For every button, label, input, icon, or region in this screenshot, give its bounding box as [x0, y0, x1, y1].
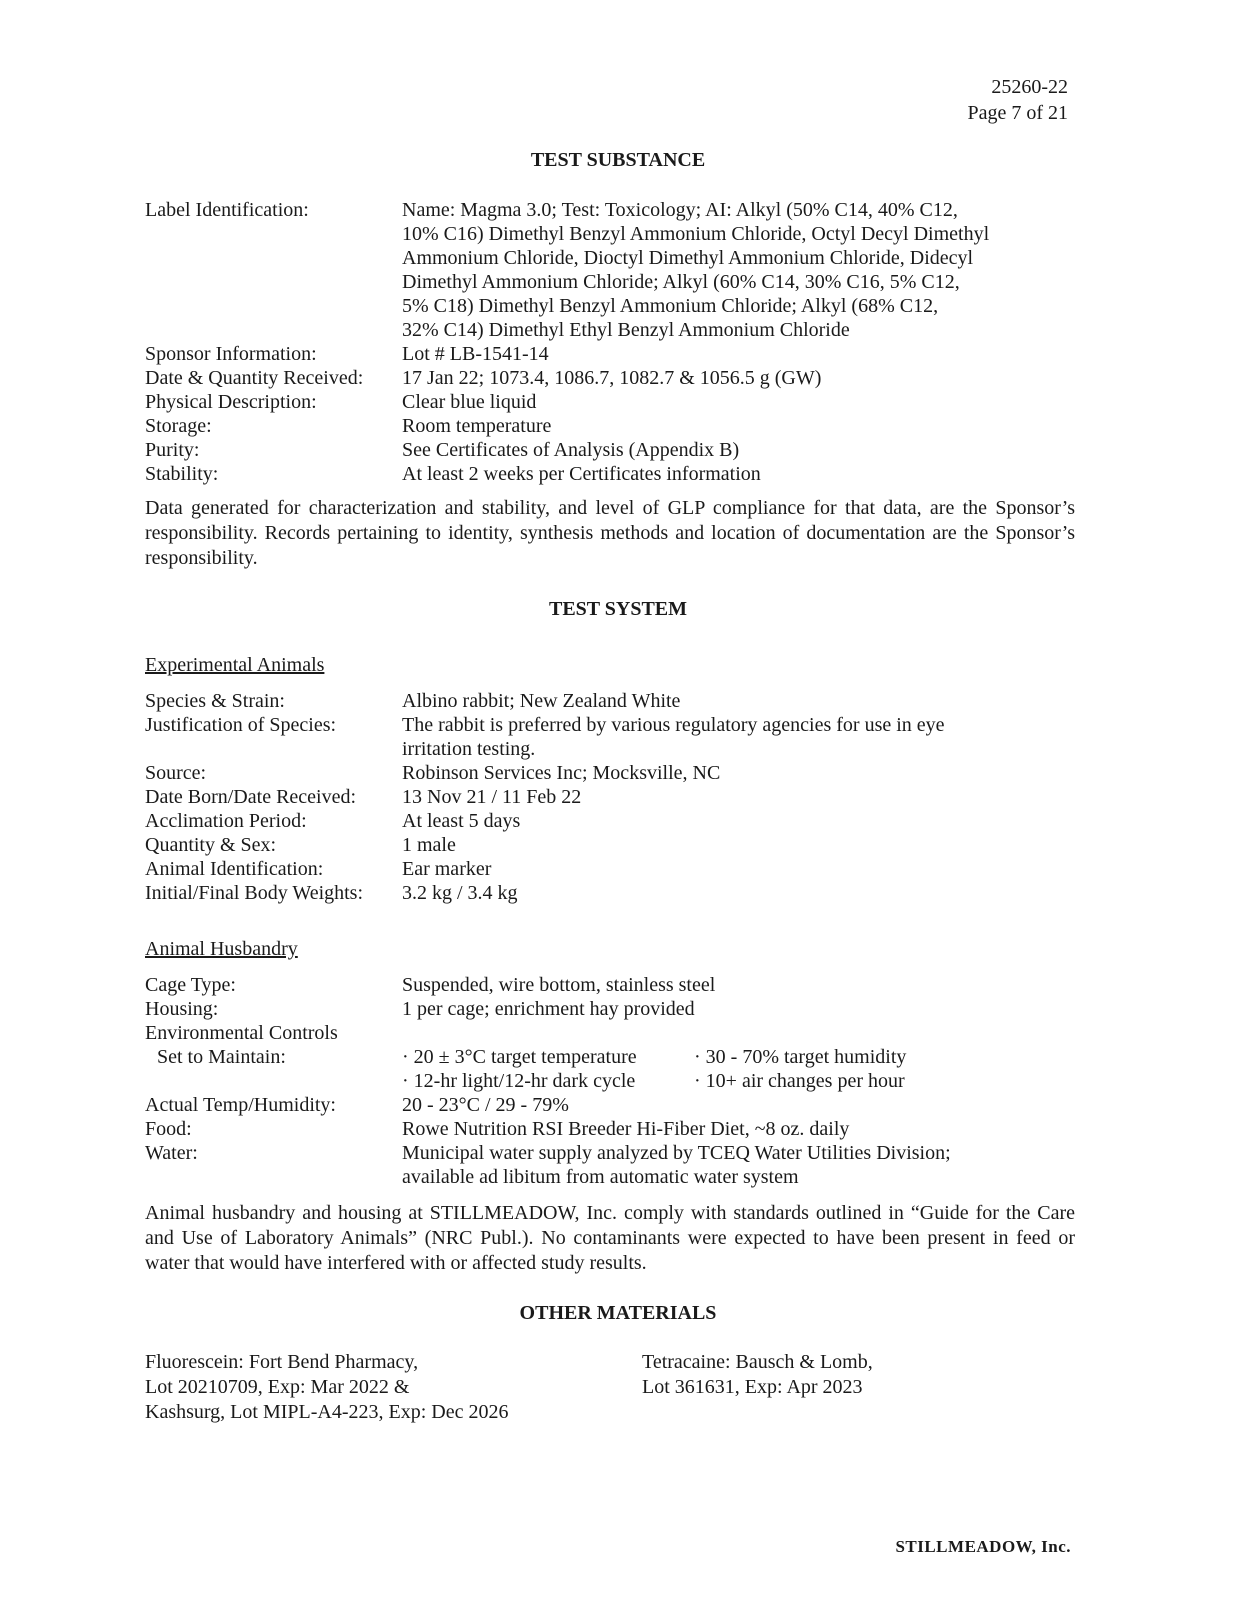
acclimation-row: [145, 809, 1075, 833]
experimental-animals-heading: Experimental Animals: [145, 654, 325, 676]
species-strain-row: [145, 689, 1075, 713]
row-value: See Certificates of Analysis (Appendix B): [402, 439, 740, 461]
row-value: 3.2 kg / 3.4 kg: [402, 882, 518, 904]
row-value: 13 Nov 21 / 11 Feb 22: [402, 786, 582, 808]
value-line: Municipal water supply analyzed by TCEQ Water Utilities Division;: [402, 1142, 951, 1164]
physical-description-row: [145, 390, 1075, 414]
value-line: Name: Magma 3.0; Test: Toxicology; AI: Alkyl (50% C14, 40% C12,: [402, 199, 958, 221]
value-line: Ammonium Chloride, Dioctyl Dimethyl Ammonium Chloride, Didecyl: [402, 247, 974, 269]
env-items: [402, 1045, 1075, 1093]
document-number: 25260-22: [991, 76, 1068, 98]
material-line: Tetracaine: Bausch & Lomb,: [642, 1351, 873, 1373]
cage-type-row: [145, 973, 1075, 997]
stability-row: [145, 462, 1075, 486]
actual-temp-humidity-row: [145, 1093, 1075, 1117]
row-value: Albino rabbit; New Zealand White: [402, 690, 681, 712]
row-label: Stability:: [145, 463, 219, 485]
purity-row: [145, 438, 1075, 462]
row-label: Environmental Controls: [145, 1022, 338, 1044]
row-label: Date & Quantity Received:: [145, 367, 364, 389]
row-value: 1 per cage; enrichment hay provided: [402, 998, 695, 1020]
value-line: 10% C16) Dimethyl Benzyl Ammonium Chloride, Octyl Decyl Dimethyl: [402, 223, 990, 245]
water-row: [145, 1141, 1075, 1189]
row-value: 20 - 23°C / 29 - 79%: [402, 1094, 569, 1116]
row-value: Robinson Services Inc; Mocksville, NC: [402, 762, 721, 784]
page-number: Page 7 of 21: [967, 102, 1068, 124]
tetracaine-entry: [642, 1350, 873, 1400]
sponsor-responsibility-paragraph: Data generated for characterization and stability, and level of GLP compliance for that data, are the Sponsor’s responsibility. Records pertaining to identity, synthesis methods and location of documentation are the Sponsor’s responsibility.: [145, 497, 1075, 569]
value-line: irritation testing.: [402, 738, 536, 760]
environmental-controls-row: [145, 1021, 1075, 1045]
env-item: · 20 ± 3°C target temperature: [402, 1046, 637, 1068]
fluorescein-entry: [145, 1350, 508, 1425]
env-item: · 10+ air changes per hour: [694, 1070, 905, 1092]
row-label: Acclimation Period:: [145, 810, 307, 832]
housing-row: [145, 997, 1075, 1021]
set-to-maintain-row: [145, 1045, 1075, 1093]
material-line: Lot 20210709, Exp: Mar 2022 &: [145, 1376, 410, 1398]
row-label: Water:: [145, 1142, 198, 1164]
value-line: available ad libitum from automatic water system: [402, 1166, 799, 1188]
row-label: Initial/Final Body Weights:: [145, 882, 364, 904]
row-value-empty: [402, 1021, 1075, 1045]
env-item-row: [402, 1069, 1075, 1093]
animal-husbandry-list: [145, 973, 1075, 1189]
value-line: 5% C18) Dimethyl Benzyl Ammonium Chloride; Alkyl (68% C12,: [402, 295, 939, 317]
experimental-animals-list: [145, 689, 1075, 905]
value-line: The rabbit is preferred by various regulatory agencies for use in eye: [402, 714, 945, 736]
row-label: Sponsor Information:: [145, 343, 317, 365]
other-materials-title: OTHER MATERIALS: [519, 1302, 717, 1324]
row-label: Animal Identification:: [145, 858, 324, 880]
row-value: Room temperature: [402, 415, 552, 437]
row-value: Ear marker: [402, 858, 492, 880]
row-value: At least 5 days: [402, 810, 521, 832]
storage-row: [145, 414, 1075, 438]
row-label: Food:: [145, 1118, 192, 1140]
value-line: 32% C14) Dimethyl Ethyl Benzyl Ammonium Chloride: [402, 319, 850, 341]
row-label: Source:: [145, 762, 207, 784]
row-label: Justification of Species:: [145, 714, 337, 736]
row-value: [402, 198, 1075, 342]
label-identification-row: [145, 198, 1075, 342]
animal-husbandry-heading: Animal Husbandry: [145, 938, 298, 960]
test-system-title: TEST SYSTEM: [548, 598, 688, 620]
row-label: Purity:: [145, 439, 200, 461]
row-label: Housing:: [145, 998, 219, 1020]
material-line: Kashsurg, Lot MIPL-A4-223, Exp: Dec 2026: [145, 1401, 509, 1423]
justification-row: [145, 713, 1075, 761]
quantity-sex-row: [145, 833, 1075, 857]
row-label: Species & Strain:: [145, 690, 285, 712]
husbandry-compliance-paragraph: Animal husbandry and housing at STILLMEADOW, Inc. comply with standards outlined in “Guide for the Care and Use of Laboratory Animals” (NRC Publ.). No contaminants were expected to have been present in feed or water that would have interfered with or affected study results.: [145, 1202, 1075, 1274]
row-label: Label Identification:: [145, 199, 309, 221]
test-substance-list: [145, 198, 1075, 486]
row-value: Clear blue liquid: [402, 391, 537, 413]
page-header: [967, 74, 1068, 126]
row-label: Actual Temp/Humidity:: [145, 1094, 336, 1116]
row-value: Lot # LB-1541-14: [402, 343, 549, 365]
animal-identification-row: [145, 857, 1075, 881]
env-item: · 12-hr light/12-hr dark cycle: [402, 1070, 636, 1092]
food-row: [145, 1117, 1075, 1141]
body-weights-row: [145, 881, 1075, 905]
row-value: At least 2 weeks per Certificates information: [402, 463, 761, 485]
value-line: Dimethyl Ammonium Chloride; Alkyl (60% C14, 30% C16, 5% C12,: [402, 271, 960, 293]
test-substance-title: TEST SUBSTANCE: [530, 149, 706, 171]
company-footer: STILLMEADOW, Inc.: [895, 1537, 1071, 1556]
row-label: Set to Maintain:: [157, 1046, 286, 1068]
row-value: [402, 1141, 1075, 1189]
row-value: [402, 713, 1075, 761]
material-line: Lot 361631, Exp: Apr 2023: [642, 1376, 863, 1398]
row-value: 17 Jan 22; 1073.4, 1086.7, 1082.7 & 1056.5 g (GW): [402, 367, 822, 389]
row-label: Storage:: [145, 415, 212, 437]
source-row: [145, 761, 1075, 785]
row-value: Rowe Nutrition RSI Breeder Hi-Fiber Diet, ~8 oz. daily: [402, 1118, 850, 1140]
env-item-row: [402, 1045, 1075, 1069]
row-value: Suspended, wire bottom, stainless steel: [402, 974, 716, 996]
env-item: · 30 - 70% target humidity: [694, 1046, 907, 1068]
row-value: 1 male: [402, 834, 456, 856]
date-quantity-row: [145, 366, 1075, 390]
row-label: Date Born/Date Received:: [145, 786, 357, 808]
sponsor-information-row: [145, 342, 1075, 366]
date-born-row: [145, 785, 1075, 809]
row-label: Physical Description:: [145, 391, 317, 413]
row-label: Cage Type:: [145, 974, 236, 996]
material-line: Fluorescein: Fort Bend Pharmacy,: [145, 1351, 419, 1373]
row-label: Quantity & Sex:: [145, 834, 277, 856]
